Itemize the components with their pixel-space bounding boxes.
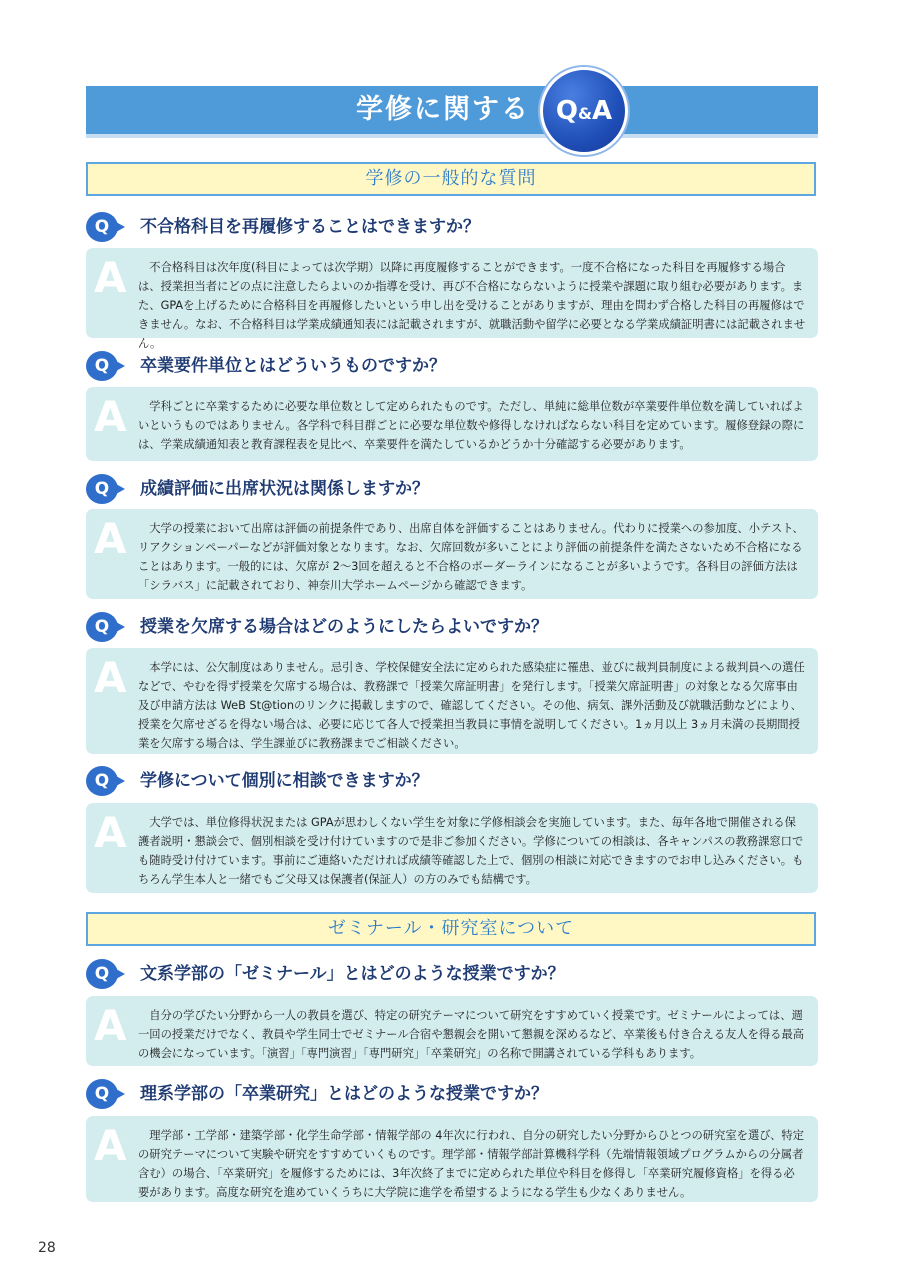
answer-text: 大学の授業において出席は評価の前提条件であり、出席自体を評価することはありません。代わりに授業への参加度、小テスト、リアクションペーパーなどが評価対象となります。なお、欠席回数が多いことにより評価の前提条件を満たさないため不合格になることはあります。一般的には、欠席が 2〜3回を超えると不合格のボーダーラインになることが多いようです。各科目の評価方法は「シラバス」に記載されており、神奈川大学ホームページから確認できます。 [138, 522, 804, 592]
q-marker-icon: Q [86, 959, 118, 989]
q-marker-icon: Q [86, 612, 118, 642]
question-row [86, 959, 816, 989]
arrow-icon [116, 484, 125, 494]
answer-text: 本学には、公欠制度はありません。忌引き、学校保健安全法に定められた感染症に罹患、並びに裁判員制度による裁判員への選任などで、やむを得ず授業を欠席する場合は、教務課で「授業欠席証明書」を発行します。「授業欠席証明書」の対象となる欠席事由及び申請方法は WeB St@tionのリンクに掲載しますので、確認してください。その他、病気、課外活動及び就職活動などにより、授業を欠席せざるを得ない場合は、必要に応じて各人で授業担当教員に事情を説明してください。1ヵ月以上 3ヵ月未満の長期間授業を欠席する場合は、学生課並びに教務課までご相談ください。 [138, 661, 805, 750]
qa-badge-a: A [591, 96, 613, 126]
a-marker-icon: A [94, 653, 127, 702]
a-marker-icon: A [94, 1121, 127, 1170]
answer-box [86, 387, 818, 461]
answer-text: 学科ごとに卒業するために必要な単位数として定められたものです。ただし、単純に総単位数が卒業要件単位数を満していればよいというものではありません。各学科で科目群ごとに必要な単位数や修得しなければならない科目を定めています。履修登録の際には、学業成績通知表と教育課程表を見比べ、卒業要件を満たしているかどうか十分確認する必要があります。 [138, 400, 805, 451]
page-number: 28 [38, 1240, 56, 1256]
arrow-icon [116, 361, 125, 371]
question-text: 不合格科目を再履修することはできますか？ [140, 217, 480, 237]
page-title: 学修に関する [356, 94, 530, 125]
qa-badge [540, 67, 628, 155]
question-text: 学修について個別に相談できますか？ [140, 771, 429, 791]
q-marker-icon: Q [86, 1079, 118, 1109]
arrow-icon [116, 622, 125, 632]
q-marker-icon: Q [86, 351, 118, 381]
qa-badge-q: Q [555, 96, 579, 126]
arrow-icon [116, 1089, 125, 1099]
question-text: 授業を欠席する場合はどのようにしたらよいですか？ [140, 617, 548, 637]
title-bar [86, 86, 818, 138]
answer-box [86, 1116, 818, 1202]
question-text: 文系学部の「ゼミナール」とはどのような授業ですか？ [140, 964, 565, 984]
answer-text: 理学部・工学部・建築学部・化学生命学部・情報学部の 4年次に行われ、自分の研究したい分野からひとつの研究室を選び、特定の研究テーマについて実験や研究をすすめていくものです。理学部・情報学部計算機科学科（先端情報領域プログラムからの分属者含む）の場合、「卒業研究」を履修するためには、3年次終了までに定められた単位や科目を修得し「卒業研究履修資格」を得る必要があります。高度な研究を進めていくうちに大学院に進学を希望するようになる学生も少なくありません。 [138, 1129, 805, 1199]
question-text: 卒業要件単位とはどういうものですか？ [140, 356, 446, 376]
question-row [86, 612, 816, 642]
section-heading-general: 学修の一般的な質問 [86, 162, 816, 196]
question-row [86, 474, 816, 504]
question-text: 成績評価に出席状況は関係しますか？ [140, 479, 429, 499]
question-row [86, 212, 816, 242]
answer-text: 自分の学びたい分野から一人の教員を選び、特定の研究テーマについて研究をすすめていく授業です。ゼミナールによっては、週一回の授業だけでなく、教員や学生同士でゼミナール合宿や懇親会を開いて懇親を深めるなど、卒業後も付き合える友人を得る最高の機会になっています。「演習」「専門演習」「専門研究」「卒業研究」の名称で開講されている学科もあります。 [138, 1009, 805, 1060]
q-marker-icon: Q [86, 212, 118, 242]
question-row [86, 351, 816, 381]
a-marker-icon: A [94, 514, 127, 563]
answer-box [86, 996, 818, 1066]
question-text: 理系学部の「卒業研究」とはどのような授業ですか？ [140, 1084, 548, 1104]
arrow-icon [116, 222, 125, 232]
q-marker-icon: Q [86, 474, 118, 504]
arrow-icon [116, 776, 125, 786]
answer-text: 大学では、単位修得状況または GPAが思わしくない学生を対象に学修相談会を実施しています。また、毎年各地で開催される保護者説明・懇談会で、個別相談を受け付けていますので是非ご参加ください。学修についての相談は、各キャンパスの教務課窓口でも随時受け付けています。事前にご連絡いただければ成績等確認した上で、個別の相談に対応できますのでお申し込みください。もちろん学生本人と一緒でもご父母又は保護者(保証人）の方のみでも結構です。 [138, 816, 804, 886]
a-marker-icon: A [94, 808, 127, 857]
answer-box [86, 248, 818, 350]
answer-box [86, 509, 818, 599]
answer-box [86, 803, 818, 893]
a-marker-icon: A [94, 1001, 127, 1050]
section-heading-seminar: ゼミナール・研究室について [86, 912, 816, 946]
arrow-icon [116, 969, 125, 979]
a-marker-icon: A [94, 392, 127, 441]
qa-badge-amp: & [578, 104, 592, 123]
a-marker-icon: A [94, 253, 127, 302]
answer-text: 不合格科目は次年度(科目によっては次学期）以降に再度履修することができます。一度不合格になった科目を再履修する場合は、授業担当者にどの点に注意したらよいのか指導を受け、再び不合格にならないように授業や課題に取り組む必要があります。また、GPAを上げるために合格科目を再履修したいという申し出を受けることがありますが、理由を問わず合格した科目の再履修はできません。なお、不合格科目は学業成績通知表には記載されますが、就職活動や留学に必要となる学業成績証明書には記載されません。 [138, 261, 806, 350]
q-marker-icon: Q [86, 766, 118, 796]
question-row [86, 1079, 816, 1109]
question-row [86, 766, 816, 796]
answer-box [86, 648, 818, 754]
